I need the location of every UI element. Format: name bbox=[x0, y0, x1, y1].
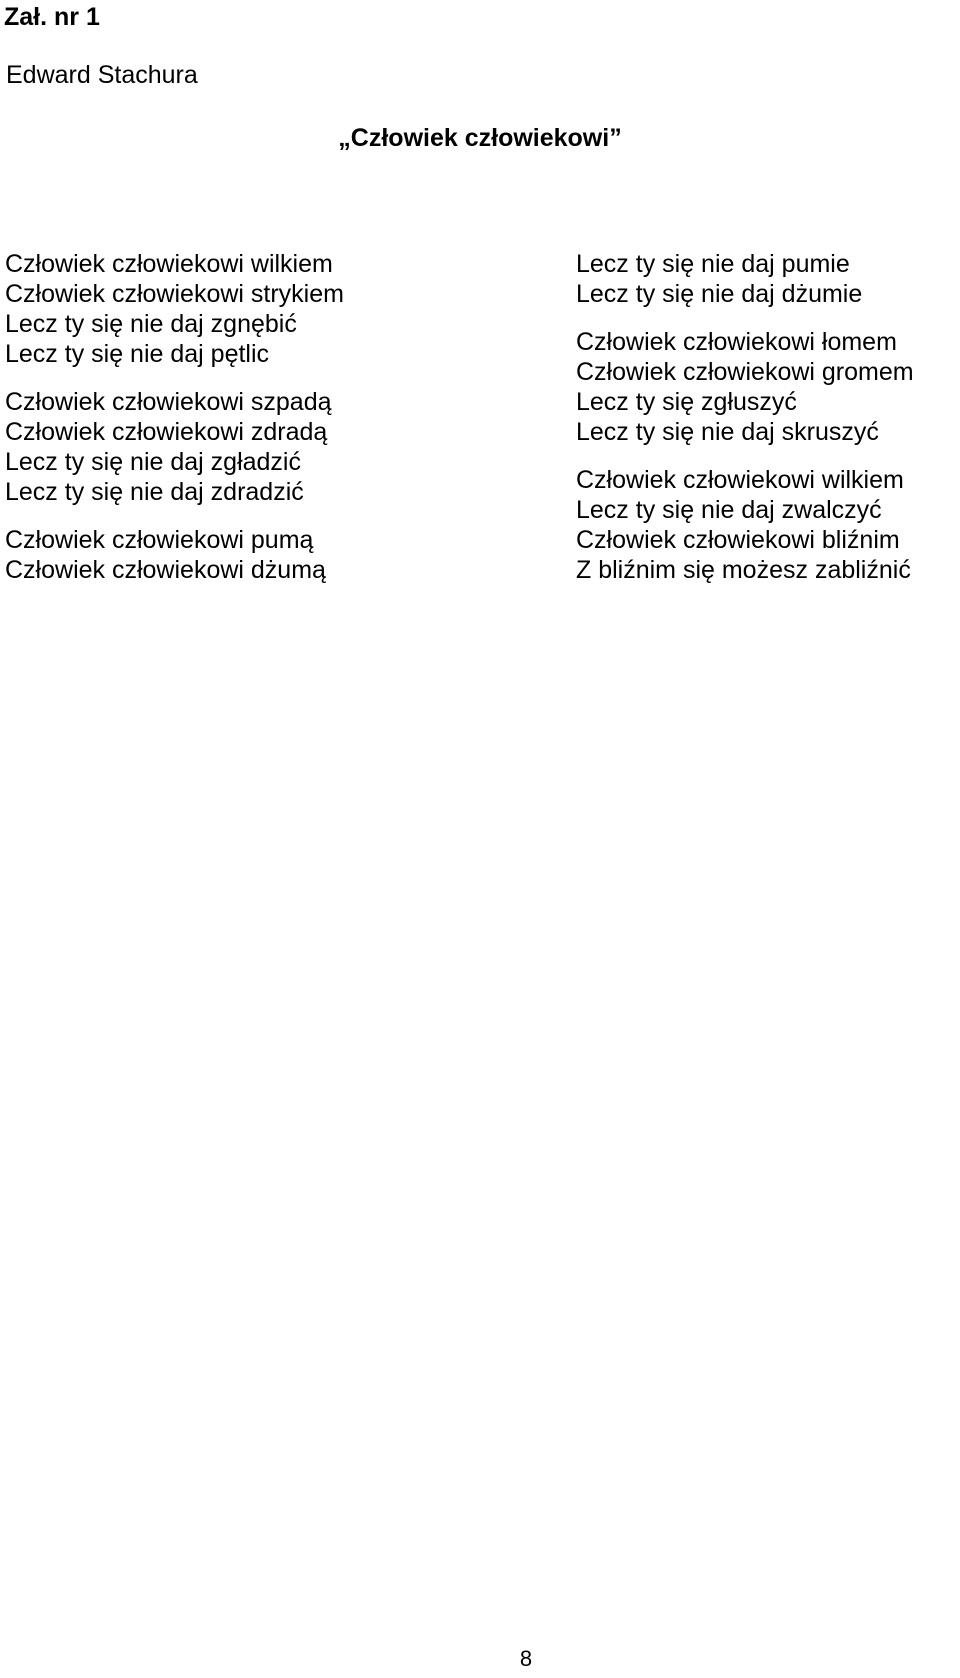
poem-line: Lecz ty się nie daj pętlic bbox=[5, 340, 270, 368]
poem-line: Człowiek człowiekowi wilkiem bbox=[5, 250, 333, 278]
poem-line: Człowiek człowiekowi gromem bbox=[576, 358, 914, 386]
poem-column-right bbox=[576, 249, 960, 603]
poem-line: Lecz ty się nie daj zgładzić bbox=[5, 448, 301, 476]
poem-line: Człowiek człowiekowi bliźnim bbox=[576, 526, 900, 554]
poem-line: Lecz ty się nie daj zdradzić bbox=[5, 478, 304, 506]
poem-line: Z bliźnim się możesz zabliźnić bbox=[576, 556, 911, 584]
poem-column-left bbox=[5, 249, 445, 603]
poem-line: Człowiek człowiekowi szpadą bbox=[5, 388, 332, 416]
poem-line: Człowiek człowiekowi pumą bbox=[5, 526, 314, 554]
poem-line: Człowiek człowiekowi łomem bbox=[576, 328, 897, 356]
poem-line: Lecz ty się nie daj pumie bbox=[576, 250, 850, 278]
poem-title: „Człowiek człowiekowi” bbox=[338, 124, 622, 152]
author-name: Edward Stachura bbox=[6, 61, 198, 89]
poem-line: Człowiek człowiekowi wilkiem bbox=[576, 466, 904, 494]
page-number: 8 bbox=[519, 1646, 533, 1671]
stanza bbox=[576, 465, 960, 585]
poem-line: Lecz ty się nie daj skruszyć bbox=[576, 418, 879, 446]
stanza bbox=[5, 387, 445, 507]
poem-line: Lecz ty się nie daj zwalczyć bbox=[576, 496, 882, 524]
stanza bbox=[5, 525, 445, 585]
poem-line: Lecz ty się nie daj dżumie bbox=[576, 280, 863, 308]
stanza bbox=[576, 249, 960, 309]
stanza bbox=[5, 249, 445, 369]
annex-label: Zał. nr 1 bbox=[4, 3, 100, 31]
poem-line: Człowiek człowiekowi strykiem bbox=[5, 280, 344, 308]
poem-line: Człowiek człowiekowi zdradą bbox=[5, 418, 328, 446]
poem-line: Lecz ty się nie daj zgnębić bbox=[5, 310, 297, 338]
poem-line: Lecz ty się zgłuszyć bbox=[576, 388, 797, 416]
stanza bbox=[576, 327, 960, 447]
poem-line: Człowiek człowiekowi dżumą bbox=[5, 556, 326, 584]
